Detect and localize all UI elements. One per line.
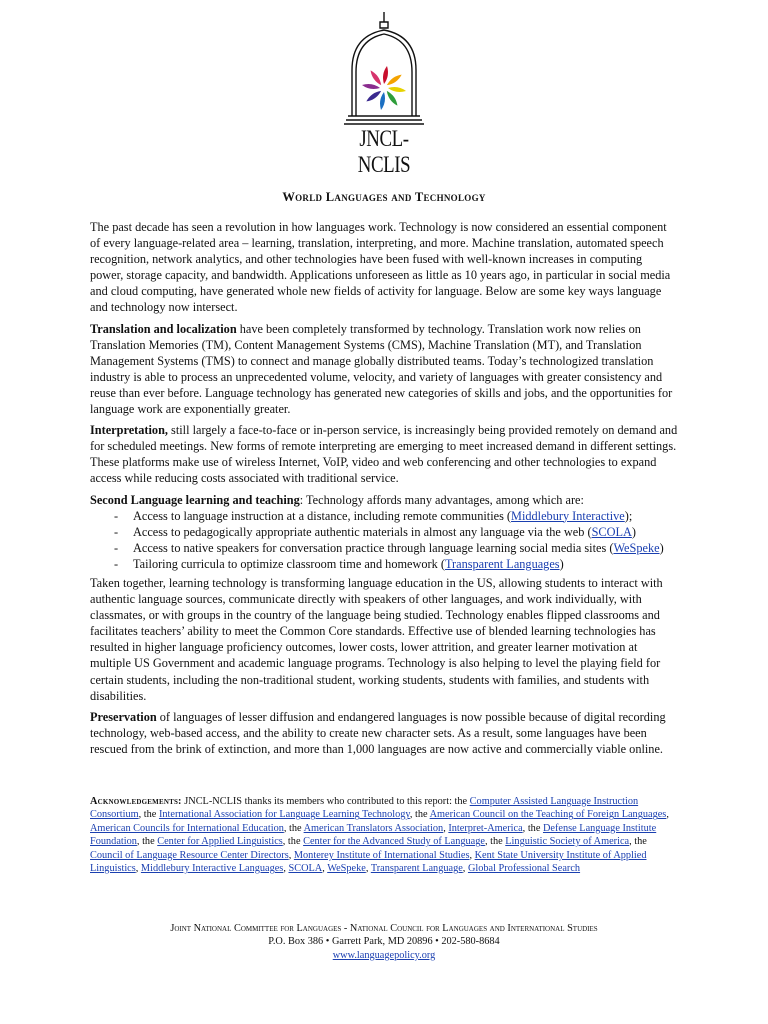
separator: , — [322, 863, 328, 875]
separator: , — [443, 822, 449, 834]
separator: , the — [283, 822, 304, 834]
second-language-text: : Technology affords many advantages, among which are: — [299, 492, 584, 507]
acknowledgement-link[interactable]: SCOLA — [288, 863, 323, 875]
separator: , — [462, 863, 468, 875]
list-item: - Access to native speakers for conversation practice through language learning social media sites (WeSpeke) — [90, 540, 678, 556]
acknowledgements-intro: JNCL-NCLIS thanks its members who contributed to this report: the — [181, 796, 470, 807]
logo-petal — [362, 84, 380, 89]
advantages-list — [90, 508, 678, 572]
list-item: - Access to pedagogically appropriate authentic materials in almost any language via the web (SCOLA) — [90, 524, 678, 540]
separator: , the — [484, 836, 506, 848]
acknowledgement-link[interactable]: American Translators Association — [303, 822, 444, 834]
list-item: - Tailoring curricula to optimize classroom time and homework (Transparent Languages) — [90, 556, 678, 572]
acknowledgement-link[interactable]: Defense Language Institute Foundation — [90, 822, 657, 848]
page-title: World Languages and Technology — [282, 190, 486, 204]
wespeke-link[interactable]: WeSpeke — [613, 540, 660, 555]
logo-pinwheel-icon — [362, 66, 406, 110]
logo-text: JNCL-NCLIS — [357, 126, 411, 177]
separator: , the — [282, 836, 304, 848]
interpretation-text: still largely a face-to-face or in-person service, is increasingly being provided remotely on demand and for scheduled meetings. New forms of remote interpreting are emerging to meet increased demand in different settings. These platforms make use of wireless Internet, VoIP, video and web conferencing and other technologies to expand access while reducing costs associated with traditional service. — [90, 423, 678, 486]
second-language-heading: Second Language learning and teaching — [90, 492, 300, 507]
separator: , — [283, 863, 289, 875]
acknowledgement-link[interactable]: Middlebury Interactive Languages — [140, 863, 284, 875]
acknowledgement-link[interactable]: International Association for Language Learning Technology — [158, 809, 410, 821]
acknowledgement-link[interactable]: Interpret-America — [448, 822, 523, 834]
acknowledgement-link[interactable]: Transparent Language — [370, 863, 463, 875]
acknowledgement-link[interactable]: Monterey Institute of International Studies — [293, 849, 470, 861]
logo-petal — [368, 70, 384, 86]
acknowledgement-link[interactable]: Center for the Advanced Study of Language — [303, 836, 485, 848]
logo-petal — [386, 72, 402, 88]
logo-petal — [380, 92, 385, 110]
acknowledgement-link[interactable]: Council of Language Resource Center Directors — [90, 849, 289, 861]
footer-org: Joint National Committee for Languages - National Council for Languages and International Studies — [170, 923, 598, 934]
acknowledgement-link[interactable]: American Council on the Teaching of Foreign Languages — [429, 809, 667, 821]
scola-link[interactable]: SCOLA — [591, 524, 632, 539]
transparent-languages-link[interactable]: Transparent Languages — [444, 556, 560, 571]
acknowledgements — [90, 795, 678, 875]
separator: , — [365, 863, 371, 875]
footer — [90, 922, 678, 962]
acknowledgement-link[interactable]: Center for Applied Linguistics — [157, 836, 283, 848]
separator: , — [288, 849, 294, 861]
interpretation-paragraph — [90, 422, 678, 486]
separator: , — [666, 809, 669, 821]
preservation-text: of languages of lesser diffusion and endangered languages is now possible because of digital recording technology, web-based access, and the ability to create new character sets. As a result, some languages have been rescued from the brink of extinction, and more than 1,000 languages are now active and commercially viable online. — [90, 709, 666, 756]
logo-petal — [388, 87, 406, 92]
separator: , — [469, 849, 475, 861]
logo-petal — [366, 88, 382, 104]
middlebury-interactive-link[interactable]: Middlebury Interactive — [511, 508, 625, 523]
list-item: - Access to language instruction at a distance, including remote communities (Middlebury Interactive); — [90, 508, 678, 524]
logo-petal — [384, 90, 400, 106]
interpretation-heading: Interpretation, — [90, 423, 168, 438]
acknowledgement-link[interactable]: Computer Assisted Language Instruction Consortium — [90, 796, 639, 821]
logo-petal — [383, 66, 388, 84]
separator: , the — [409, 809, 430, 821]
translation-heading: Translation and localization — [90, 321, 237, 336]
acknowledgements-label: Acknowledgements: — [90, 796, 182, 807]
preservation-heading: Preservation — [90, 709, 157, 724]
main-content — [90, 219, 678, 762]
separator: , the — [629, 836, 647, 848]
taken-together-paragraph: Taken together, learning technology is transforming language education in the US, allowing students to interact with authentic language sources, communicate directly with speakers of other languages, and work individually, with classmates, or with groups in the country of the language being studied. Technology enables flipped classrooms and facilitates teachers’ ability to meet the Common Core standards. Effective use of blended learning technologies has resulted in higher language proficiency outcomes, lower costs, lower attrition, and greater learner motivation at multiple US Government and academic language programs. Technology is also helping to level the playing field for certain students, including the non-traditional student, working students, students with families, and students with disabilities. — [90, 575, 663, 703]
separator: , the — [522, 822, 543, 834]
translation-text: have been completely transformed by technology. Translation work now relies on Translation Memories (TM), Content Management Systems (CMS), Machine Translation (MT), and Translation Management Systems (TMS) to connect and manage globally distributed teams. Today’s technologized translation industry is able to process an unprecedented volume, velocity, and variety of languages with greater consistency and reuse than ever before. Language technology has generated new categories of skills and jobs, and the opportunities for language work are exponentially greater. — [90, 321, 673, 417]
second-language-paragraph — [90, 492, 678, 508]
separator: , the — [138, 809, 159, 821]
website-link[interactable]: www.languagepolicy.org — [332, 949, 436, 961]
acknowledgement-link[interactable]: Kent State University Institute of Applied Linguistics — [90, 849, 647, 875]
preservation-paragraph — [90, 709, 678, 757]
separator: , — [135, 863, 141, 875]
acknowledgement-link[interactable]: Linguistic Society of America — [505, 836, 630, 848]
acknowledgement-link[interactable]: American Councils for International Education — [90, 822, 284, 834]
intro-paragraph: The past decade has seen a revolution in how languages work. Technology is now considered an essential component of every language-related area – learning, translation, interpreting, and more. Machine translation, automated speech recognition, network analytics, and other technologies have been fused with well-known increases in computing power, storage capacity, and bandwidth. Applications unforeseen as little as 10 years ago, in particular in social media and cloud computing, have generated whole new fields of activity for language. Below are some key ways language and technology now intersect. — [90, 220, 671, 315]
acknowledgement-link[interactable]: WeSpeke — [327, 863, 366, 875]
acknowledgement-link[interactable]: Global Professional Search — [467, 863, 581, 875]
footer-address: P.O. Box 386 • Garrett Park, MD 20896 • 202-580-8684 — [268, 936, 500, 948]
translation-paragraph — [90, 321, 678, 418]
separator: , the — [136, 836, 158, 848]
